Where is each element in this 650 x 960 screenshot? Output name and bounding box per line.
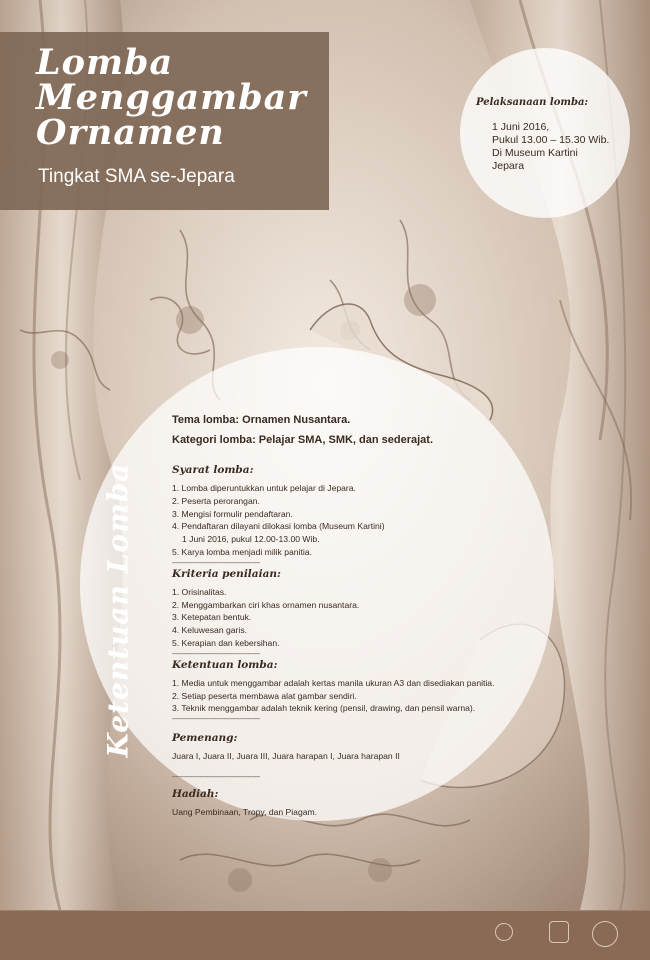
divider: ------------------------------------------------ [172, 559, 260, 567]
winners-text: Juara I, Juara II, Juara III, Juara harapan I, Juara harapan II [172, 751, 400, 762]
section-title-prizes: Hadiah: [172, 787, 219, 800]
sponsor-logo-1-icon [495, 923, 513, 941]
list-item: 2. Menggambarkan ciri khas ornamen nusantara. [172, 599, 360, 610]
divider: ------------------------------------------------ [172, 716, 260, 724]
poster-subtitle: Tingkat SMA se-Jepara [38, 166, 235, 187]
poster-title [36, 42, 307, 153]
list-item: 4. Pendaftaran dilayani dilokasi lomba (Museum Kartini) [172, 521, 385, 532]
list-item: 1. Lomba diperuntukkan untuk pelajar di Jepara. [172, 483, 356, 493]
title-line: Lomba [36, 42, 174, 83]
schedule-title: Pelaksanaan lomba: [476, 97, 589, 108]
list-item: 5. Kerapian dan kebersihan. [172, 637, 280, 648]
rules-content [172, 414, 494, 819]
list-item: 2. Peserta perorangan. [172, 495, 260, 506]
schedule-line: Pukul 13.00 – 15.30 Wib. [492, 134, 610, 146]
schedule-line: Jepara [492, 160, 525, 172]
divider: ------------------------------------------------ [172, 773, 260, 781]
list-item: 4. Keluwesan garis. [172, 625, 247, 636]
schedule-line: 1 Juni 2016, [492, 121, 550, 133]
rules-side-label: Ketentuan Lomba [101, 462, 135, 758]
list-item: 1 Juni 2016, pukul 12.00-13.00 Wib. [182, 534, 320, 545]
section-title-criteria: Kriteria penilaian: [172, 567, 281, 580]
prizes-text: Uang Pembinaan, Tropy, dan Piagam. [172, 806, 318, 817]
footer-bar [0, 911, 650, 960]
list-item: 5. Karya lomba menjadi milik panitia. [172, 546, 312, 557]
section-title-rules: Ketentuan lomba: [172, 658, 278, 671]
list-item: 1. Orisinalitas. [172, 586, 227, 597]
theme-text: Tema lomba: Ornamen Nusantara. [172, 414, 351, 426]
list-item: 3. Ketepatan bentuk. [172, 612, 252, 623]
list-item: 3. Mengisi formulir pendaftaran. [172, 508, 293, 519]
list-item: 3. Teknik menggambar adalah teknik kering (pensil, drawing, dan pensil warna). [172, 703, 476, 714]
sponsor-logo-2-icon [549, 921, 569, 943]
list-item: 1. Media untuk menggambar adalah kertas manila ukuran A3 dan disediakan panitia. [172, 677, 495, 688]
schedule-line: Di Museum Kartini [492, 147, 578, 159]
section-title-winners: Pemenang: [172, 732, 238, 745]
divider: ------------------------------------------------ [172, 650, 260, 658]
schedule-details [492, 121, 609, 173]
title-line: Menggambar [36, 77, 307, 118]
list-item: 2. Setiap peserta membawa alat gambar sendiri. [172, 690, 357, 701]
category-text: Kategori lomba: Pelajar SMA, SMK, dan sederajat. [172, 434, 434, 446]
sponsor-logo-3-icon [592, 921, 618, 947]
section-title-requirements: Syarat lomba: [172, 464, 254, 476]
title-line: Ornamen [36, 112, 225, 153]
